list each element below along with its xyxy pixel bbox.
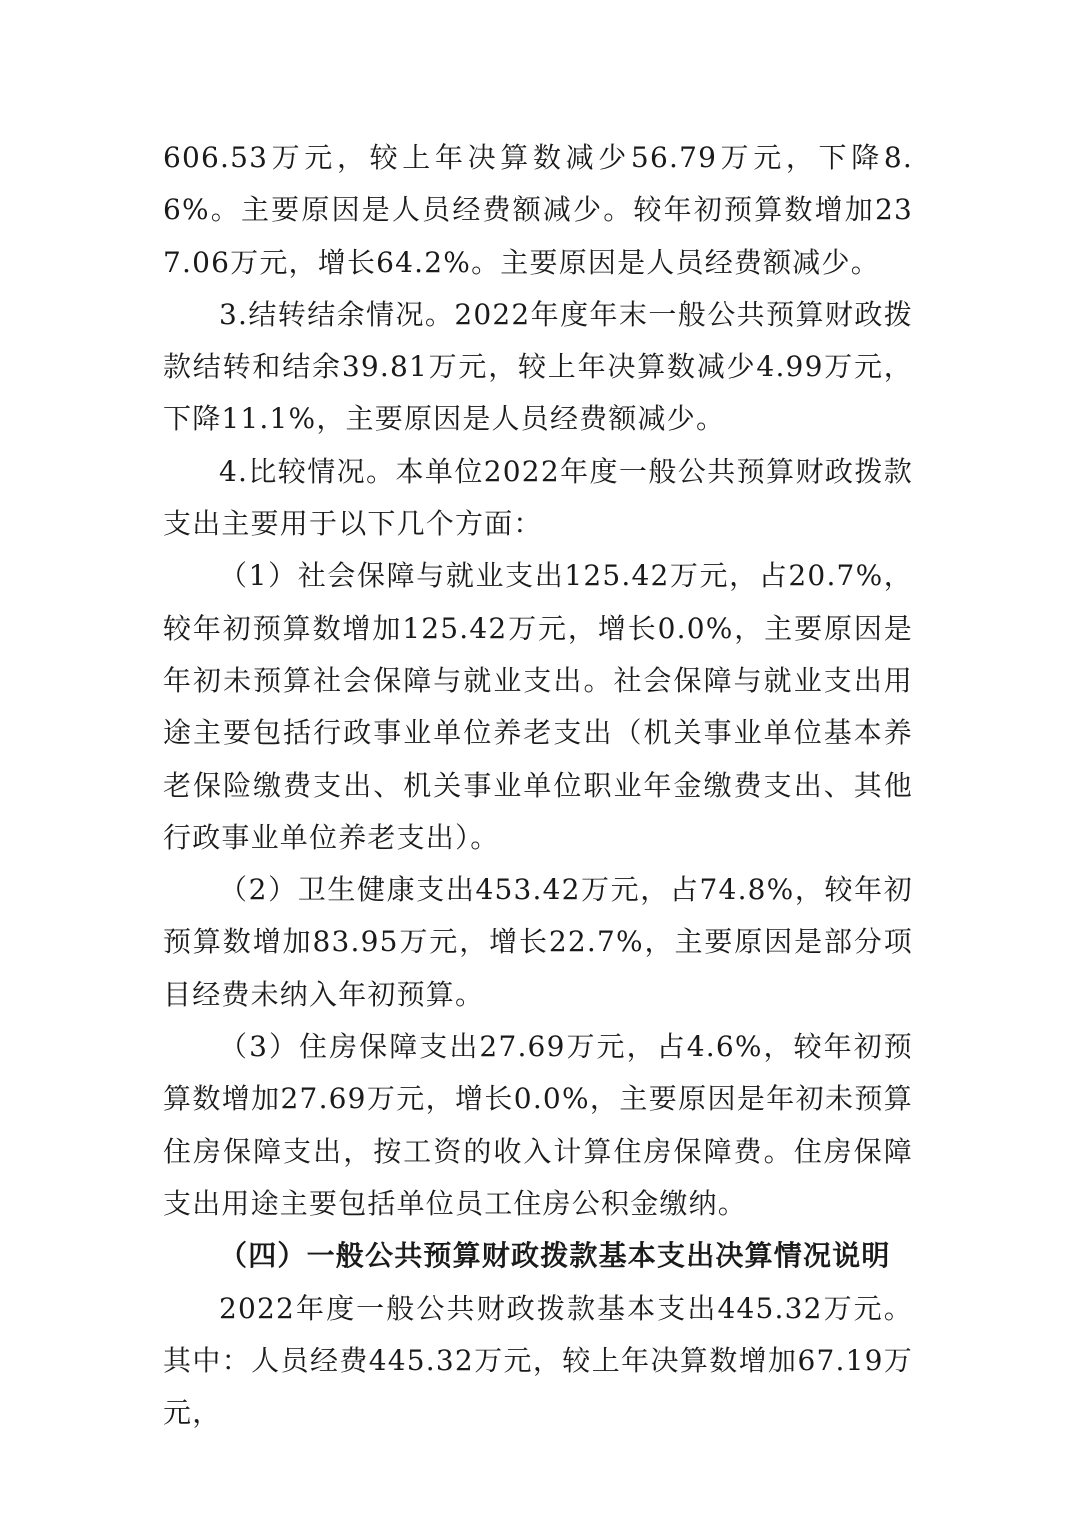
section-heading-basic-expenditure: （四）一般公共预算财政拨款基本支出决算情况说明	[219, 1239, 891, 1273]
document-body	[163, 132, 913, 1439]
paragraph-comparison: 4.比较情况。本单位2022年度一般公共预算财政拨款支出主要用于以下几个方面：	[163, 454, 913, 541]
paragraph-health: （2）卫生健康支出453.42万元，占74.8%，较年初预算数增加83.95万元，增长22.7%，主要原因是部分项目经费未纳入年初预算。	[163, 873, 913, 1011]
paragraph-housing: （3）住房保障支出27.69万元，占4.6%，较年初预算数增加27.69万元，增长0.0%，主要原因是年初未预算住房保障支出，按工资的收入计算住房保障费。住房保障支出用途主要包括单位员工住房公积金缴纳。	[163, 1030, 913, 1220]
paragraph-basic-expenditure: 2022年度一般公共财政拨款基本支出445.32万元。其中：人员经费445.32万元，较上年决算数增加67.19万元，	[163, 1291, 913, 1430]
paragraph-continuation: 606.53万元，较上年决算数减少56.79万元，下降8.6%。主要原因是人员经费额减少。较年初预算数增加237.06万元，增长64.2%。主要原因是人员经费额减少。	[163, 141, 913, 279]
paragraph-carryover-balance: 3.结转结余情况。2022年度年末一般公共预算财政拨款结转和结余39.81万元，较上年决算数减少4.99万元，下降11.1%，主要原因是人员经费额减少。	[163, 297, 913, 436]
paragraph-social-security: （1）社会保障与就业支出125.42万元，占20.7%，较年初预算数增加125.42万元，增长0.0%，主要原因是年初未预算社会保障与就业支出。社会保障与就业支出用途主要包括行政事业单位养老支出（机关事业单位基本养老保险缴费支出、机关事业单位职业年金缴费支出、其他行政事业单位养老支出）。	[163, 559, 913, 854]
